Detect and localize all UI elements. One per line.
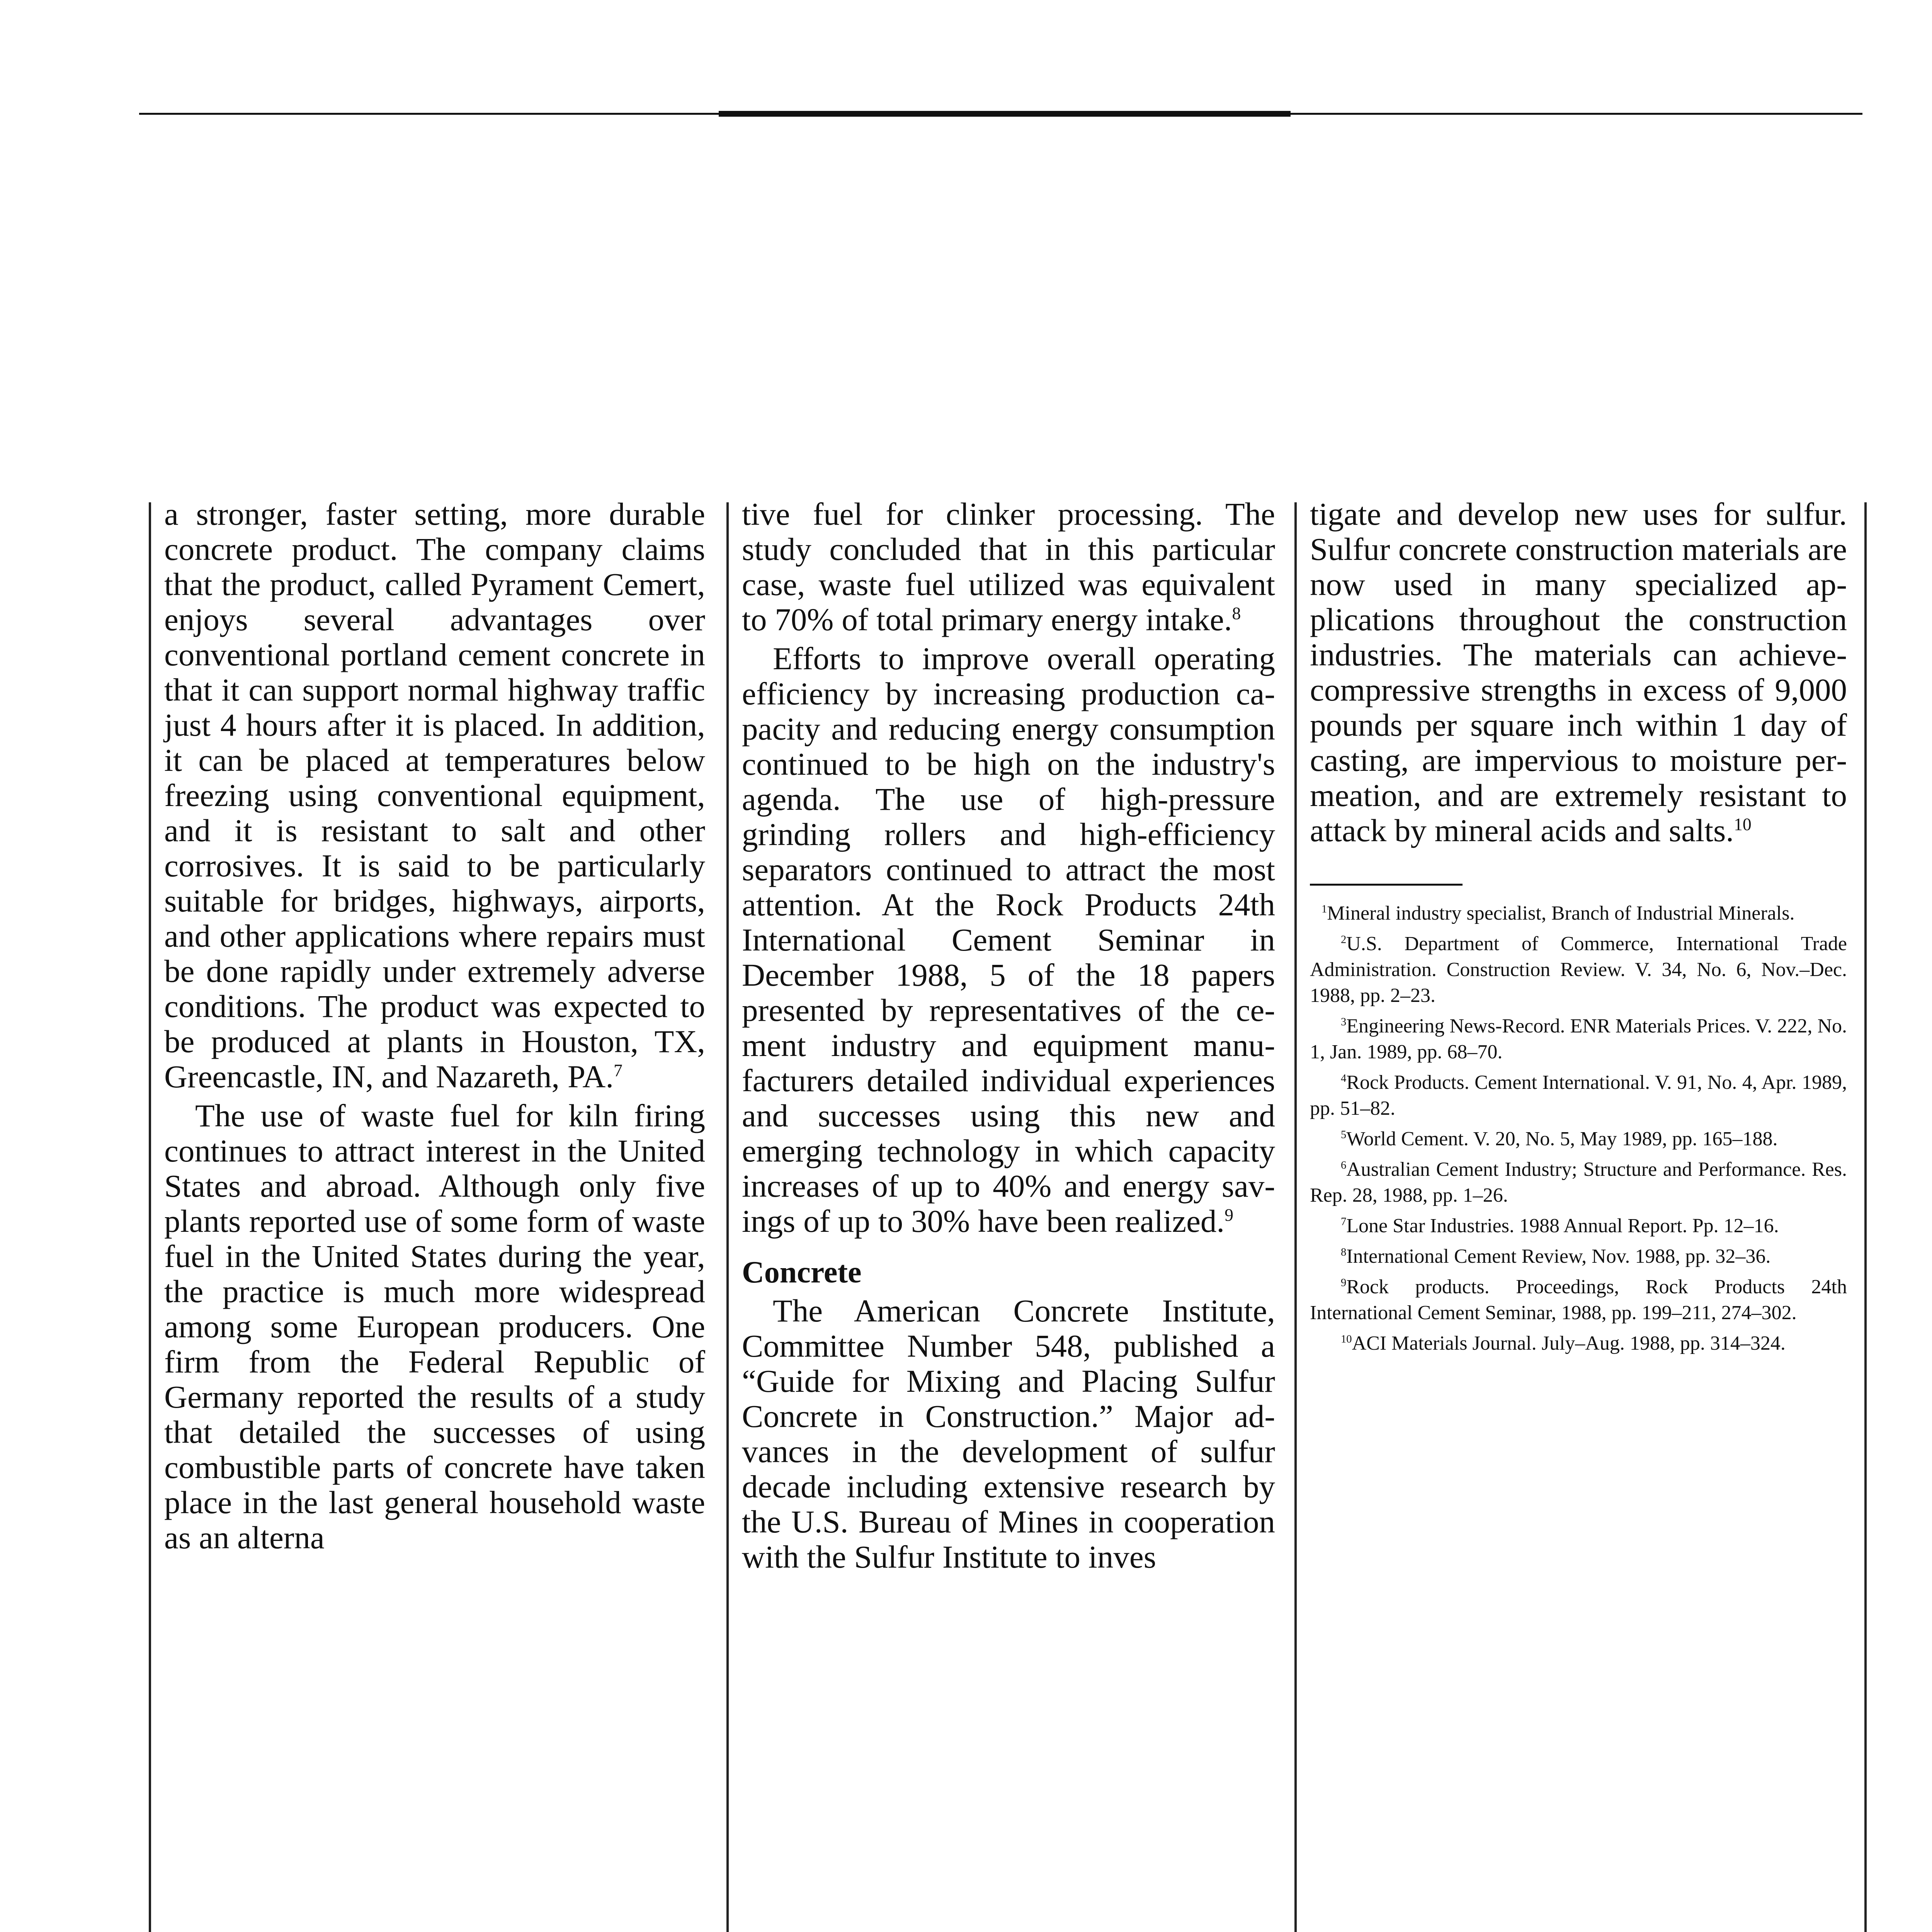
text-column-1 [164, 497, 705, 1555]
paragraph: tigate and develop new uses for sulfur. Sulfur concrete construction materials are now used in many specialized applications throughout the construction industries. The materials can achievecompressive strengths in excess of 9,000 pounds per square inch within 1 day of casting, are impervious to moisture permeation, and are extremely resistant to attack by mineral acids and salts.$^{10}$ [1310, 496, 1847, 848]
footnote: $^7$Lone Star Industries. 1988 Annual Report. Pp. 12–16. [1341, 1215, 1779, 1237]
column-rule-left [149, 502, 151, 1932]
paragraph: Efforts to improve overall operating efficiency by increasing production capacity and reducing energy consumption continued to be high on the industry's agenda. The use of high-pressure grinding rollers and high-efficiency separators continued to attract the most attention. At the Rock Products 24th International Cement Seminar in December 1988, 5 of the 18 papers presented by representatives of the cement industry and equipment manufacturers detailed individual experiences and successes using this new and emerging technology in which capacity increases of up to 40% and energy savings of up to 30% have been realized.$^9$ [742, 641, 1275, 1239]
footnote: $^3$Engineering News-Record. ENR Materials Prices. V. 222, No. 1, Jan. 1989, pp. 68–70. [1310, 1015, 1847, 1063]
paragraph: tive fuel for clinker processing. The study concluded that in this particular case, waste fuel utilized was equivalent to 70% of total primary energy intake.$^8$ [742, 496, 1275, 637]
section-heading: Concrete [742, 1255, 862, 1289]
footnote: $^8$International Cement Review, Nov. 1988, pp. 32–36. [1341, 1245, 1771, 1267]
footnote-ref: 10 [1734, 814, 1752, 834]
footnote-ref: 8 [1232, 603, 1241, 623]
column-rule-1 [726, 502, 729, 1932]
footnote: $^2$U.S. Department of Commerce, International Trade Administration. Construction Review. V. 34, No. 6, Nov.–Dec. 1988, pp. 2–23. [1310, 933, 1847, 1007]
footnote-ref: 9 [1225, 1205, 1234, 1225]
footnote: $^1$Mineral industry specialist, Branch of Industrial Minerals. [1321, 902, 1795, 924]
footnote: $^4$Rock Products. Cement International. V. 91, No. 4, Apr. 1989, pp. 51–82. [1310, 1071, 1847, 1119]
footnote: $^{10}$ACI Materials Journal. July–Aug. 1988, pp. 314–324. [1341, 1332, 1786, 1354]
footnote-ref: 7 [614, 1060, 622, 1080]
column-rule-2 [1294, 502, 1297, 1932]
text-column-3 [1310, 497, 1847, 1361]
footnote: $^6$Australian Cement Industry; Structure and Performance. Res. Rep. 28, 1988, pp. 1–26. [1310, 1158, 1847, 1206]
paragraph: a stronger, faster setting, more durable concrete product. The company claims that the product, called Pyrament Cemert, enjoys several advantages over conventional portland cement concrete in that it can support normal highway traffic just 4 hours after it is placed. In addition, it can be placed at temperatures below freezing using conventional equipment, and it is resistant to salt and other corrosives. It is said to be particularly suitable for bridges, highways, airports, and other applications where repairs must be done rapidly under extremely adverse conditions. The product was expected to be produced at plants in Houston, TX, Greencastle, IN, and Nazareth, PA.$^7$ [164, 496, 705, 1094]
footnotes [1310, 900, 1847, 1356]
column-rule-right [1864, 502, 1867, 1932]
footnote: $^5$World Cement. V. 20, No. 5, May 1989, pp. 165–188. [1341, 1128, 1778, 1150]
footnote: $^9$Rock products. Proceedings, Rock Products 24th International Cement Seminar, 1988, pp. 199–211, 274–302. [1310, 1276, 1847, 1324]
paragraph: The American Concrete Institute, Committee Number 548, published a “Guide for Mixing and Placing Sulfur Concrete in Construction.” Major advances in the development of sulfur decade including extensive research by the U.S. Bureau of Mines in cooperation with the Sulfur Institute to inves [742, 1293, 1275, 1575]
header-rule-accent [719, 111, 1291, 117]
footnote-rule [1310, 884, 1463, 886]
text-column-2 [742, 497, 1275, 1575]
paragraph: The use of waste fuel for kiln firing continues to attract interest in the United States and abroad. Although only five plants reported use of some form of waste fuel in the United States during the year, the practice is much more widespread among some European producers. One firm from the Federal Republic of Germany reported the results of a study that detailed the successes of using combustible parts of concrete have taken place in the last general household waste as an alterna [164, 1098, 705, 1555]
